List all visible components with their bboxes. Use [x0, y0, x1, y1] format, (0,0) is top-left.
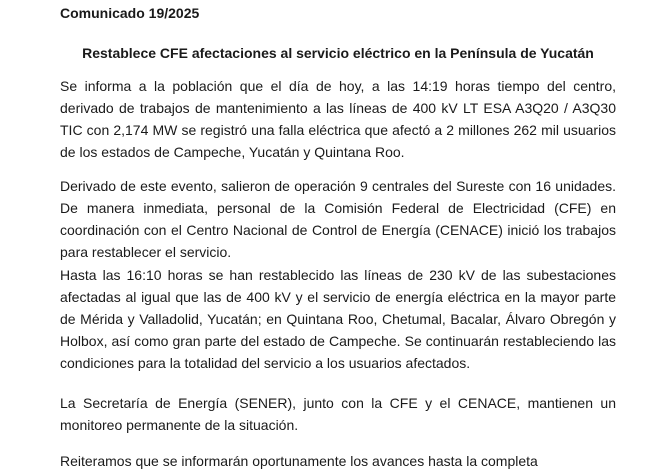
paragraph-restoration-progress: Hasta las 16:10 horas se han restablecido las líneas de 230 kV de las subestaciones afectadas al igual que las de 400 kV y el servicio de energía eléctrica en la mayor parte de Mérida y Valladolid, Yucatán; en Quintana Roo, Chetumal, Bacalar, Álvaro Obregón y Holbox, así como gran parte del estado de Campeche. Se continuarán restableciendo las condiciones para la totalidad del servicio a los usuarios afectados.	[60, 267, 616, 371]
paragraph-updates: Reiteramos que se informarán oportunamente los avances hasta la completa	[60, 453, 538, 469]
communique-number: Comunicado 19/2025	[60, 5, 200, 21]
paragraph-plants-offline: Derivado de este evento, salieron de operación 9 centrales del Sureste con 16 unidades. De manera inmediata, personal de la Comisión Federal de Electricidad (CFE) en coordinación con el Centro Nacional de Control de Energía (CENACE) inició los trabajos para restablecer el servicio.	[60, 178, 616, 260]
paragraph-monitoring: La Secretaría de Energía (SENER), junto con la CFE y el CENACE, mantienen un monitoreo permanente de la situación.	[60, 395, 616, 433]
paragraph-outage-report: Se informa a la población que el día de hoy, a las 14:19 horas tiempo del centro, derivado de trabajos de mantenimiento a las líneas de 400 kV LT ESA A3Q20 / A3Q30 TIC con 2,174 MW se registró una falla eléctrica que afectó a 2 millones 262 mil usuarios de los estados de Campeche, Yucatán y Quintana Roo.	[60, 78, 616, 160]
document-title: Restablece CFE afectaciones al servicio eléctrico en la Península de Yucatán	[82, 45, 594, 61]
